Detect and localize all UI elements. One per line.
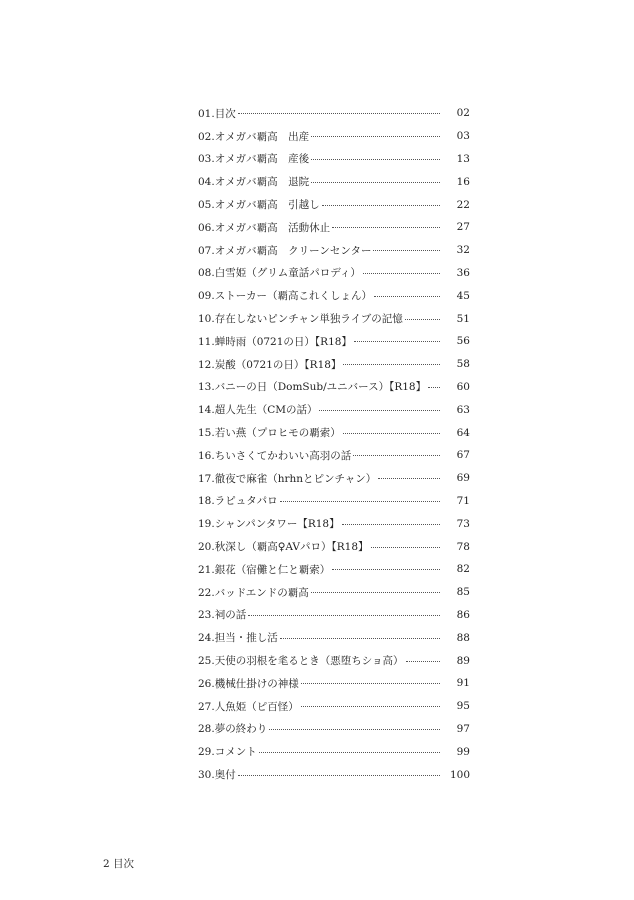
toc-entry-page: 45	[456, 289, 470, 302]
toc-entry	[198, 581, 470, 604]
toc-entry	[198, 444, 470, 467]
toc-leader-dots	[301, 683, 440, 684]
toc-entry-page: 02	[456, 107, 470, 120]
toc-entry-page: 64	[456, 426, 470, 439]
toc-leader-dots	[319, 410, 440, 411]
toc-entry-title: 15.若い燕（プロヒモの覇索）	[198, 427, 341, 440]
toc-leader-dots	[343, 433, 440, 434]
toc-entry	[198, 535, 470, 558]
toc-entry	[198, 125, 470, 148]
toc-leader-dots	[311, 182, 440, 183]
toc-leader-dots	[428, 387, 440, 388]
toc-entry-title: 17.徹夜で麻雀（hrhnとピンチャン）	[198, 472, 377, 485]
toc-leader-dots	[238, 775, 440, 776]
toc-entry-page: 63	[456, 403, 470, 416]
toc-entry	[198, 330, 470, 353]
toc-leader-dots	[280, 501, 440, 502]
toc-entry	[198, 649, 470, 672]
toc-entry-page: 95	[456, 700, 470, 713]
toc-entry	[198, 262, 470, 285]
toc-entry-page: 99	[456, 745, 470, 758]
toc-entry-title: 29.コメント	[198, 746, 257, 759]
toc-entry	[198, 763, 470, 786]
toc-entry	[198, 216, 470, 239]
toc-entry-title: 02.オメガバ覇高 出産	[198, 130, 310, 143]
toc-leader-dots	[332, 227, 440, 228]
toc-leader-dots	[353, 455, 440, 456]
toc-entry	[198, 672, 470, 695]
toc-leader-dots	[406, 661, 441, 662]
toc-entry-page: 36	[456, 266, 470, 279]
toc-entry-page: 03	[456, 130, 470, 143]
toc-entry-title: 13.バニーの日（DomSub/ユニバース）【R18】	[198, 381, 427, 394]
toc-leader-dots	[259, 752, 440, 753]
toc-entry	[198, 398, 470, 421]
toc-entry-page: 97	[456, 722, 470, 735]
toc-entry	[198, 695, 470, 718]
toc-entry-title: 28.夢の終わり	[198, 723, 268, 736]
toc-entry-page: 16	[456, 175, 470, 188]
toc-entry-title: 26.機械仕掛けの神様	[198, 677, 299, 690]
toc-entry	[198, 558, 470, 581]
footer-section-title: 目次	[113, 858, 135, 870]
toc-entry	[198, 353, 470, 376]
toc-entry	[198, 718, 470, 741]
toc-leader-dots	[405, 319, 440, 320]
toc-entry-title: 23.祠の話	[198, 609, 247, 622]
toc-entry-title: 19.シャンパンタワー【R18】	[198, 518, 340, 531]
toc-entry-title: 25.天使の羽根を毟るとき（悪堕ちショ高）	[198, 655, 404, 668]
toc-entry	[198, 307, 470, 330]
toc-entry-page: 69	[456, 472, 470, 485]
page-footer	[103, 856, 134, 871]
toc-entry	[198, 102, 470, 125]
toc-entry-page: 67	[456, 449, 470, 462]
toc-leader-dots	[301, 706, 440, 707]
toc-entry-title: 05.オメガバ覇高 引越し	[198, 199, 320, 212]
toc-entry-page: 51	[456, 312, 470, 325]
table-of-contents	[198, 102, 470, 786]
toc-entry	[198, 626, 470, 649]
toc-entry	[198, 490, 470, 513]
toc-entry	[198, 467, 470, 490]
toc-entry-title: 07.オメガバ覇高 クリーンセンター	[198, 244, 372, 257]
toc-leader-dots	[374, 296, 440, 297]
toc-leader-dots	[280, 638, 440, 639]
toc-entry-page: 71	[456, 494, 470, 507]
toc-leader-dots	[363, 273, 440, 274]
footer-page-number: 2	[103, 858, 110, 870]
toc-leader-dots	[373, 250, 440, 251]
toc-entry-title: 01.目次	[198, 107, 236, 120]
toc-entry-page: 78	[456, 540, 470, 553]
toc-entry-title: 03.オメガバ覇高 産後	[198, 153, 310, 166]
toc-entry-title: 12.炭酸（0721の日）【R18】	[198, 358, 342, 371]
toc-entry	[198, 284, 470, 307]
toc-entry-page: 86	[456, 608, 470, 621]
toc-entry-title: 30.奥付	[198, 769, 236, 781]
toc-entry-page: 82	[456, 563, 470, 576]
toc-entry-title: 16.ちいさくてかわいい高羽の話	[198, 449, 352, 462]
toc-leader-dots	[342, 524, 440, 525]
toc-entry-title: 08.白雪姫（グリム童話パロディ）	[198, 267, 361, 280]
toc-leader-dots	[371, 547, 440, 548]
toc-leader-dots	[354, 341, 440, 342]
toc-entry-page: 13	[456, 152, 470, 165]
toc-leader-dots	[322, 205, 440, 206]
toc-entry-title: 11.蝉時雨（0721の日）【R18】	[198, 335, 352, 348]
toc-entry-page: 89	[456, 654, 470, 667]
toc-entry	[198, 170, 470, 193]
toc-entry-title: 06.オメガバ覇高 活動休止	[198, 221, 331, 234]
toc-leader-dots	[311, 159, 440, 160]
toc-entry	[198, 421, 470, 444]
toc-leader-dots	[238, 113, 440, 114]
toc-entry	[198, 239, 470, 262]
toc-entry-page: 58	[456, 358, 470, 371]
toc-entry-title: 20.秋深し（覇高♀AVパロ）【R18】	[198, 541, 369, 554]
toc-entry-page: 56	[456, 335, 470, 348]
toc-entry-title: 10.存在しないピンチャン単独ライブの記憶	[198, 313, 403, 326]
toc-entry-page: 100	[449, 768, 470, 781]
toc-entry-title: 27.人魚姫（ピ百怪）	[198, 700, 299, 713]
toc-entry-title: 24.担当・推し活	[198, 632, 278, 645]
toc-entry-page: 91	[456, 677, 470, 690]
toc-entry	[198, 740, 470, 763]
toc-entry-page: 27	[456, 221, 470, 234]
toc-entry	[198, 512, 470, 535]
toc-entry-title: 21.銀花（宿儺と仁と覇索）	[198, 563, 331, 576]
toc-entry-title: 14.超人先生（CMの話）	[198, 404, 318, 417]
toc-entry-page: 85	[456, 586, 470, 599]
toc-entry	[198, 148, 470, 171]
toc-entry-title: 04.オメガバ覇高 退院	[198, 176, 310, 189]
toc-entry-page: 88	[456, 631, 470, 644]
toc-entry-page: 22	[456, 198, 470, 211]
toc-leader-dots	[248, 615, 440, 616]
toc-entry-title: 18.ラピュタパロ	[198, 495, 278, 508]
toc-entry-title: 22.バッドエンドの覇高	[198, 586, 309, 599]
toc-entry-page: 60	[456, 380, 470, 393]
toc-leader-dots	[311, 592, 440, 593]
toc-entry	[198, 193, 470, 216]
toc-leader-dots	[343, 364, 440, 365]
toc-leader-dots	[332, 569, 440, 570]
toc-entry-page: 32	[456, 244, 470, 257]
toc-entry-title: 09.ストーカー（覇高これくしょん）	[198, 290, 372, 303]
toc-entry	[198, 376, 470, 399]
toc-entry	[198, 604, 470, 627]
toc-leader-dots	[378, 478, 440, 479]
toc-leader-dots	[269, 729, 440, 730]
toc-entry-page: 73	[456, 517, 470, 530]
toc-leader-dots	[311, 136, 440, 137]
